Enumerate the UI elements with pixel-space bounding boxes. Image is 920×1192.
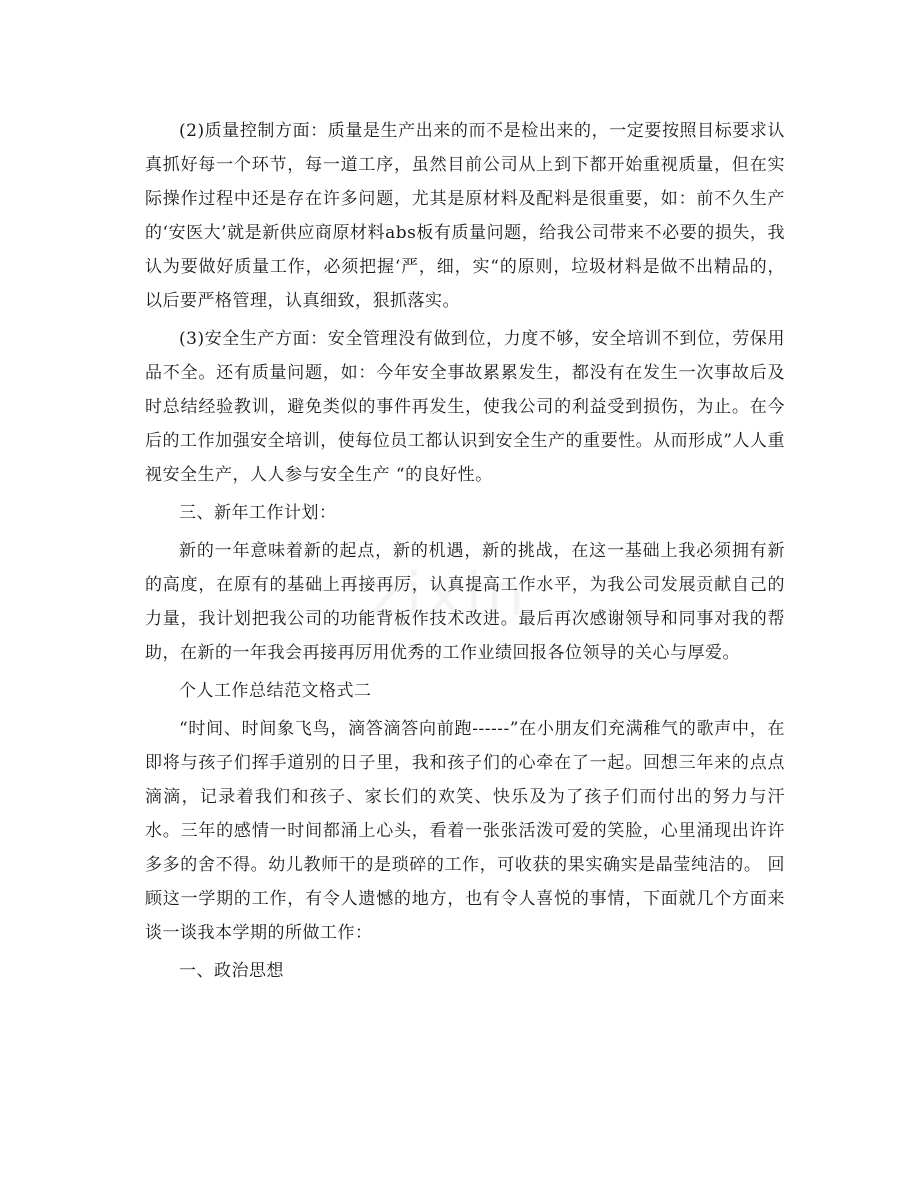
document-subtitle: 个人工作总结范文格式二 [179, 681, 372, 701]
paragraph-quality-control: (2)质量控制方面：质量是生产出来的而不是检出来的，一定要按照目标要求认真抓好每一个环节，每一道工序，虽然目前公司从上到下都开始重视质量，但在实际操作过程中还是存在许多问题，尤其是原材料及配料是很重要，如：前不久生产的‘安医大’就是新供应商原材料abs板有质量问题，给我公司带来不必要的损失，我认为要做好质量工作，必须把握‘严，细，实“的原则，垃圾材料是做不出精品的，以后要严格管理，认真细致，狠抓落实。 [145, 121, 785, 311]
paragraph-safety-production: (3)安全生产方面：安全管理没有做到位，力度不够，安全培训不到位，劳保用品不全。还有质量问题，如：今年安全事故累累发生，都没有在发生一次事故后及时总结经验教训，避免类似的事件再发生，使我公司的利益受到损伤，为止。在今后的工作加强安全培训，使每位员工都认识到安全生产的重要性。从而形成”人人重视安全生产，人人参与安全生产 “的良好性。 [145, 329, 785, 485]
section-heading-political-thought: 一、政治思想 [179, 961, 284, 981]
paragraph-kindergarten-review: “时间、时间象飞鸟，滴答滴答向前跑------”在小朋友们充满稚气的歌声中，在即将与孩子们挥手道别的日子里，我和孩子们的心牵在了一起。回想三年来的点点滴滴，记录着我们和孩子、家长们的欢笑、快乐及为了孩子们而付出的努力与汗水。三年的感情一时间都涌上心头，看着一张张活泼可爱的笑脸，心里涌现出许许多多的舍不得。幼儿教师干的是琐碎的工作，可收获的果实确实是晶莹纯洁的。 回顾这一学期的工作，有令人遗憾的地方，也有令人喜悦的事情，下面就几个方面来谈一谈我本学期的所做工作： [145, 719, 785, 943]
paragraph-new-year-plan: 新的一年意味着新的起点，新的机遇，新的挑战，在这一基础上我必须拥有新的高度，在原有的基础上再接再厉，认真提高工作水平，为我公司发展贡献自己的力量，我计划把我公司的功能背板作技术改进。最后再次感谢领导和同事对我的帮助，在新的一年我会再接再厉用优秀的工作业绩回报各位领导的关心与厚爱。 [145, 541, 785, 663]
document-body [145, 114, 785, 988]
section-heading-new-year-plan: 三、新年工作计划： [179, 503, 337, 523]
